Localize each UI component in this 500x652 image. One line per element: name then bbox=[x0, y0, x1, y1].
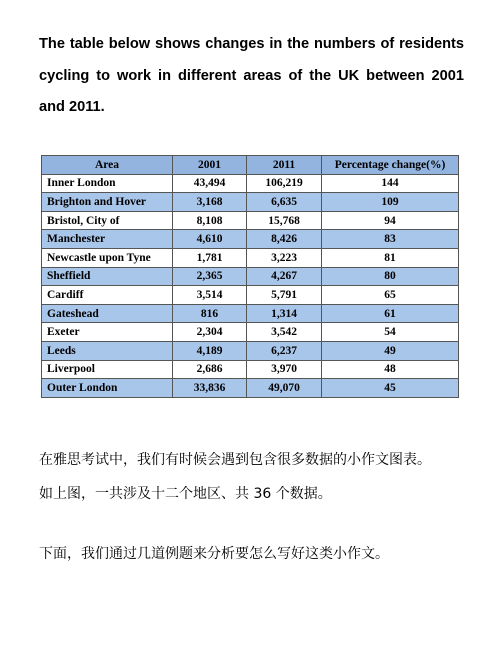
cell-change: 109 bbox=[322, 193, 459, 212]
cell-2001: 4,610 bbox=[173, 230, 247, 249]
cell-change: 81 bbox=[322, 248, 459, 267]
cell-change: 61 bbox=[322, 304, 459, 323]
paragraph-1: 在雅思考试中，我们有时候会遇到包含很多数据的小作文图表。 bbox=[39, 452, 431, 468]
cell-area: Cardiff bbox=[42, 286, 173, 305]
cell-area: Leeds bbox=[42, 341, 173, 360]
cell-area: Inner London bbox=[42, 174, 173, 193]
cell-area: Exeter bbox=[42, 323, 173, 342]
table-header-row bbox=[42, 156, 459, 175]
cell-2001: 1,781 bbox=[173, 248, 247, 267]
cell-2011: 3,223 bbox=[247, 248, 322, 267]
table-row bbox=[42, 211, 459, 230]
cell-change: 94 bbox=[322, 211, 459, 230]
cell-2011: 1,314 bbox=[247, 304, 322, 323]
cell-area: Sheffield bbox=[42, 267, 173, 286]
cell-area: Bristol, City of bbox=[42, 211, 173, 230]
cell-area: Outer London bbox=[42, 379, 173, 398]
cell-2011: 8,426 bbox=[247, 230, 322, 249]
cell-change: 80 bbox=[322, 267, 459, 286]
table-row bbox=[42, 267, 459, 286]
cell-2011: 3,970 bbox=[247, 360, 322, 379]
cell-change: 65 bbox=[322, 286, 459, 305]
table-row bbox=[42, 304, 459, 323]
cell-change: 45 bbox=[322, 379, 459, 398]
table-row bbox=[42, 248, 459, 267]
cell-2011: 49,070 bbox=[247, 379, 322, 398]
cell-2001: 2,304 bbox=[173, 323, 247, 342]
paragraph-2: 如上图，一共涉及十二个地区、共 36 个数据。 bbox=[39, 486, 332, 502]
cell-2001: 43,494 bbox=[173, 174, 247, 193]
cell-change: 48 bbox=[322, 360, 459, 379]
cell-change: 83 bbox=[322, 230, 459, 249]
cell-2001: 4,189 bbox=[173, 341, 247, 360]
table-row bbox=[42, 230, 459, 249]
cell-2001: 816 bbox=[173, 304, 247, 323]
cell-2001: 3,514 bbox=[173, 286, 247, 305]
header-2011: 2011 bbox=[247, 156, 322, 175]
table-row bbox=[42, 193, 459, 212]
cell-2011: 6,635 bbox=[247, 193, 322, 212]
cell-change: 49 bbox=[322, 341, 459, 360]
table-row bbox=[42, 341, 459, 360]
cell-2011: 4,267 bbox=[247, 267, 322, 286]
table-row bbox=[42, 379, 459, 398]
table-row bbox=[42, 286, 459, 305]
cell-2001: 8,108 bbox=[173, 211, 247, 230]
cell-2011: 5,791 bbox=[247, 286, 322, 305]
table-row bbox=[42, 323, 459, 342]
cycling-data-table bbox=[41, 155, 459, 398]
cell-area: Manchester bbox=[42, 230, 173, 249]
cell-area: Gateshead bbox=[42, 304, 173, 323]
header-area: Area bbox=[42, 156, 173, 175]
cell-2011: 15,768 bbox=[247, 211, 322, 230]
header-percentage-change: Percentage change(%) bbox=[322, 156, 459, 175]
cell-2001: 2,686 bbox=[173, 360, 247, 379]
cell-area: Brighton and Hover bbox=[42, 193, 173, 212]
cell-change: 144 bbox=[322, 174, 459, 193]
intro-paragraph: The table below shows changes in the numbers of residents cycling to work in different areas of the UK between 2001 and 2011. bbox=[39, 36, 464, 115]
cell-2011: 6,237 bbox=[247, 341, 322, 360]
cell-2011: 106,219 bbox=[247, 174, 322, 193]
cell-area: Newcastle upon Tyne bbox=[42, 248, 173, 267]
paragraph-3: 下面，我们通过几道例题来分析要怎么写好这类小作文。 bbox=[39, 546, 389, 562]
header-2001: 2001 bbox=[173, 156, 247, 175]
cell-area: Liverpool bbox=[42, 360, 173, 379]
cell-change: 54 bbox=[322, 323, 459, 342]
cell-2001: 3,168 bbox=[173, 193, 247, 212]
table-row bbox=[42, 360, 459, 379]
cell-2001: 33,836 bbox=[173, 379, 247, 398]
cell-2001: 2,365 bbox=[173, 267, 247, 286]
table-row bbox=[42, 174, 459, 193]
cell-2011: 3,542 bbox=[247, 323, 322, 342]
